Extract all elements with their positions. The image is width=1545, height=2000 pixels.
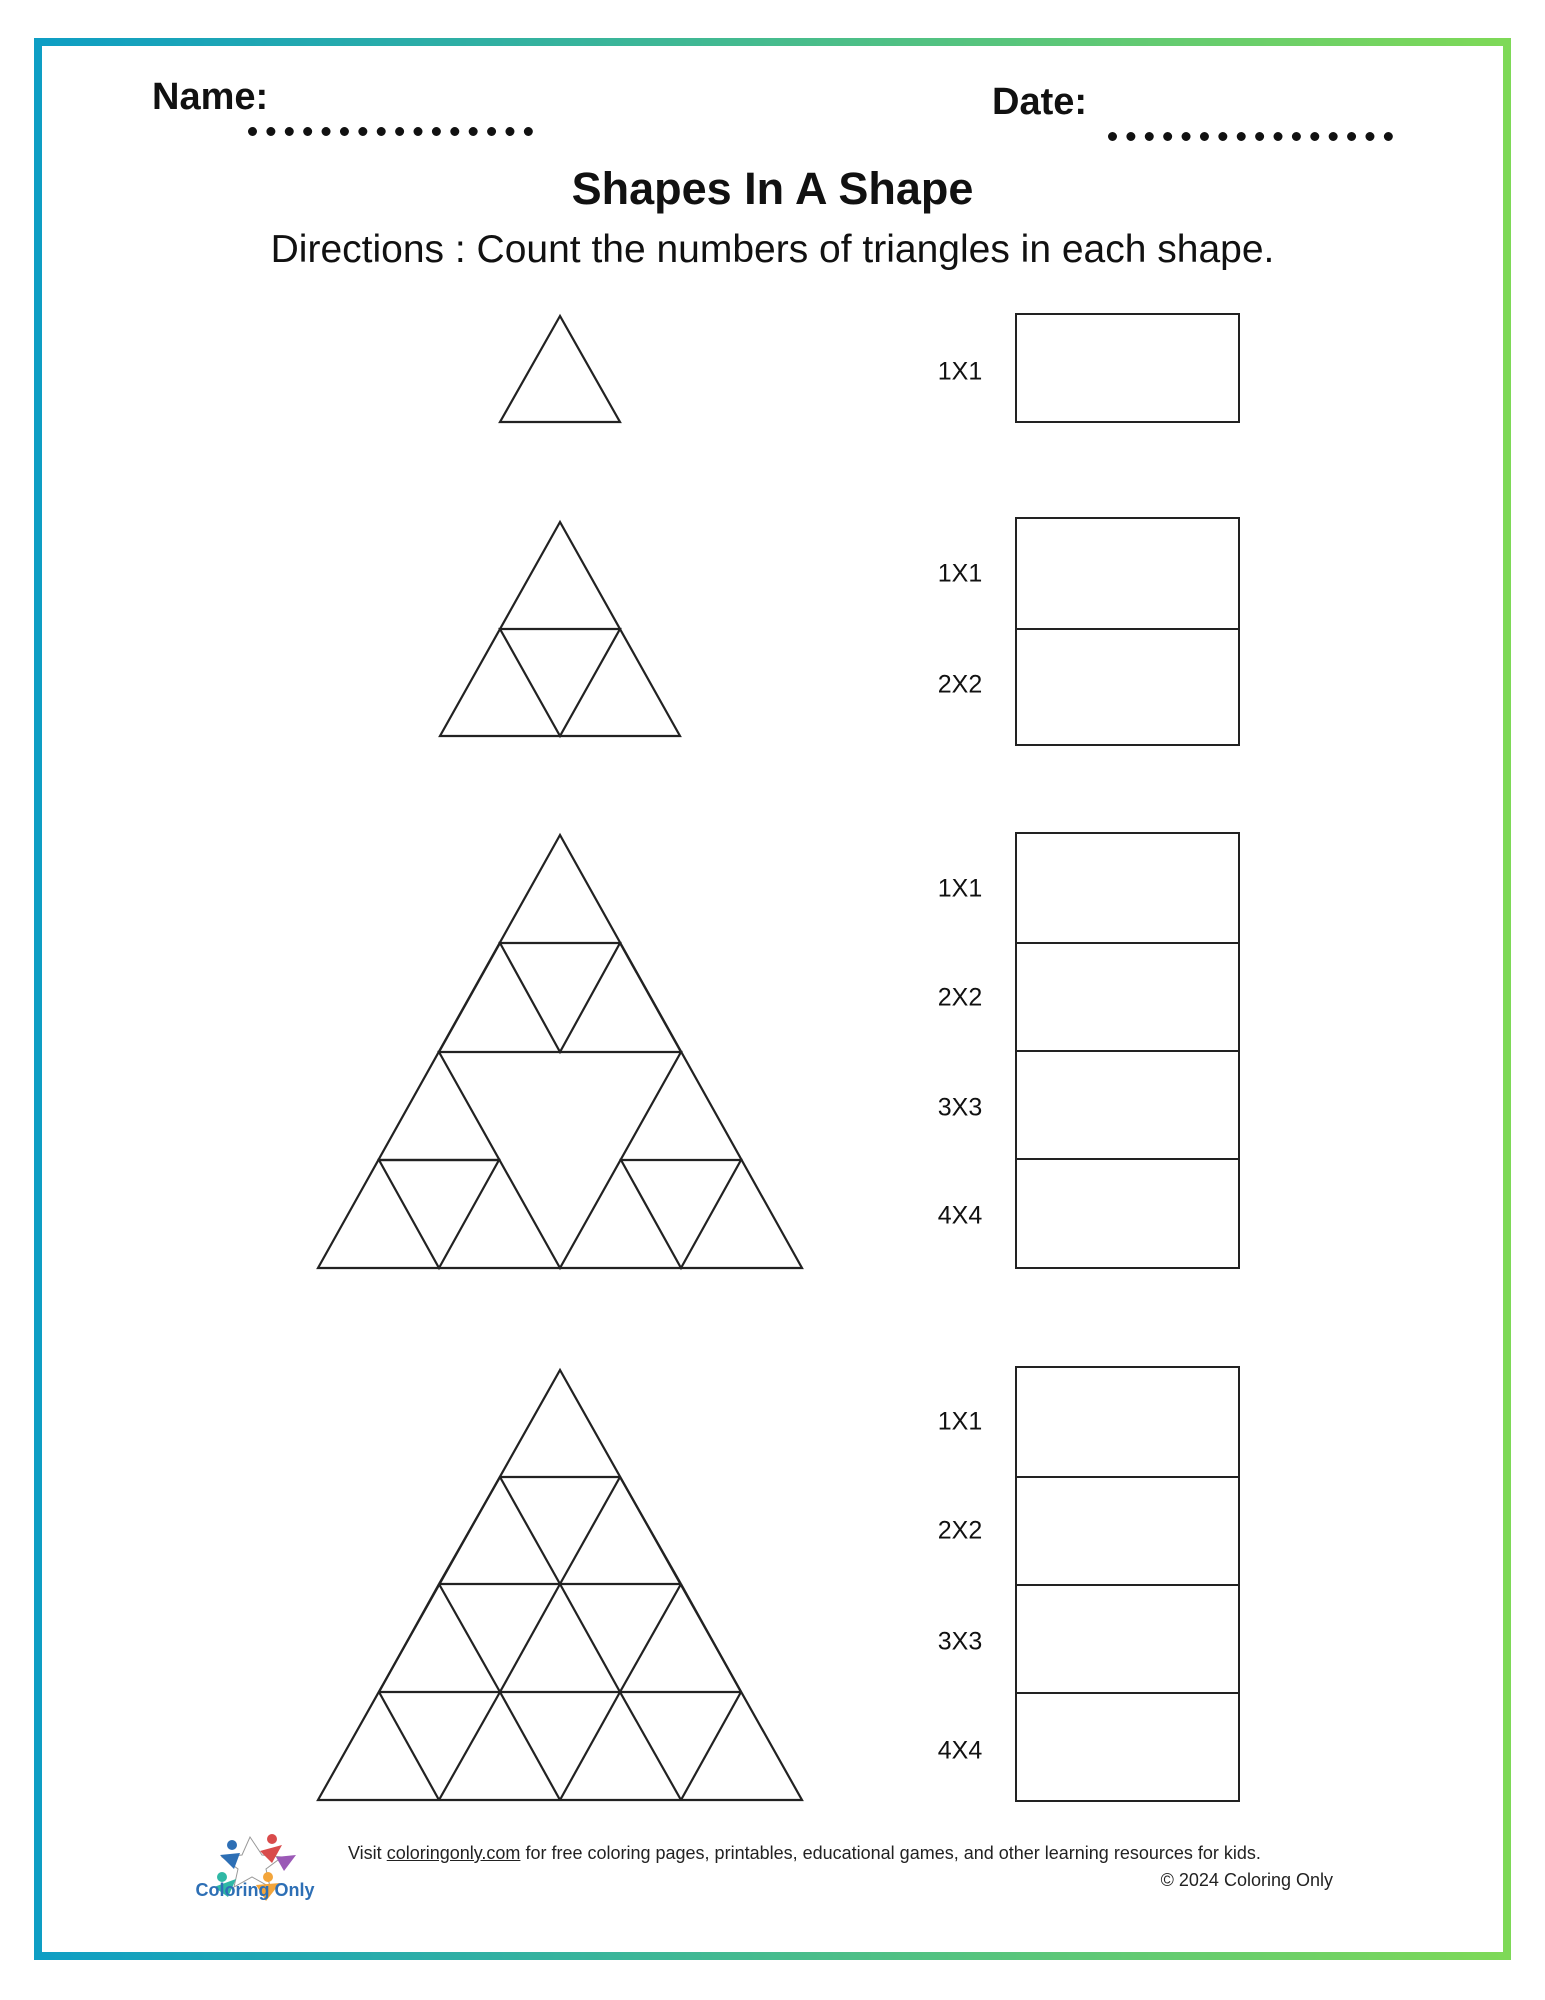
answer-field-2x2[interactable] (1017, 944, 1238, 1052)
page-title: Shapes In A Shape (571, 163, 974, 214)
answer-field-4x4[interactable] (1017, 1160, 1238, 1267)
shape-1-triangle (500, 316, 620, 422)
shape-4-triangle (318, 1370, 802, 1800)
name-label: Name: (152, 76, 269, 118)
footer-text (348, 1843, 1328, 1864)
footer-description: for free coloring pages, printables, educational games, and other learning resources for kids. (525, 1843, 1261, 1863)
footer-visit: Visit (348, 1843, 382, 1863)
website-link[interactable]: coloringonly.com (386, 1843, 521, 1863)
shape-2-label-2x2: 2X2 (937, 670, 983, 699)
shape-3-answer-box (1015, 832, 1240, 1269)
shape-4-label-1x1: 1X1 (937, 1407, 983, 1436)
shape-1-label-1x1: 1X1 (937, 357, 983, 386)
answer-field-4x4[interactable] (1017, 1694, 1238, 1800)
shape-3-label-1x1: 1X1 (937, 874, 983, 903)
answer-field-2x2[interactable] (1017, 1478, 1238, 1586)
answer-field-1x1[interactable] (1017, 519, 1238, 630)
answer-field-1x1[interactable] (1017, 315, 1238, 421)
brand-name: Coloring Only (195, 1880, 315, 1900)
shape-1-answer-box (1015, 313, 1240, 423)
shape-3-label-3x3: 3X3 (937, 1093, 983, 1122)
directions-text: Directions : Count the numbers of triangles in each shape. (270, 228, 1275, 271)
date-label: Date: (992, 81, 1088, 123)
copyright: © 2024 Coloring Only (1160, 1870, 1333, 1890)
answer-field-2x2[interactable] (1017, 630, 1238, 744)
shape-3-label-2x2: 2X2 (937, 983, 983, 1012)
answer-field-3x3[interactable] (1017, 1052, 1238, 1160)
shape-4-answer-box (1015, 1366, 1240, 1802)
shape-3-triangle (318, 835, 802, 1268)
answer-field-1x1[interactable] (1017, 834, 1238, 944)
answer-field-3x3[interactable] (1017, 1586, 1238, 1694)
coloring-only-logo (190, 1825, 320, 1915)
answer-field-1x1[interactable] (1017, 1368, 1238, 1478)
shape-2-answer-box (1015, 517, 1240, 746)
shape-3-label-4x4: 4X4 (937, 1201, 983, 1230)
shape-4-label-2x2: 2X2 (937, 1516, 983, 1545)
shape-4-label-4x4: 4X4 (937, 1736, 983, 1765)
shape-2-triangle (440, 522, 680, 736)
shape-4-label-3x3: 3X3 (937, 1627, 983, 1656)
shape-2-label-1x1: 1X1 (937, 559, 983, 588)
